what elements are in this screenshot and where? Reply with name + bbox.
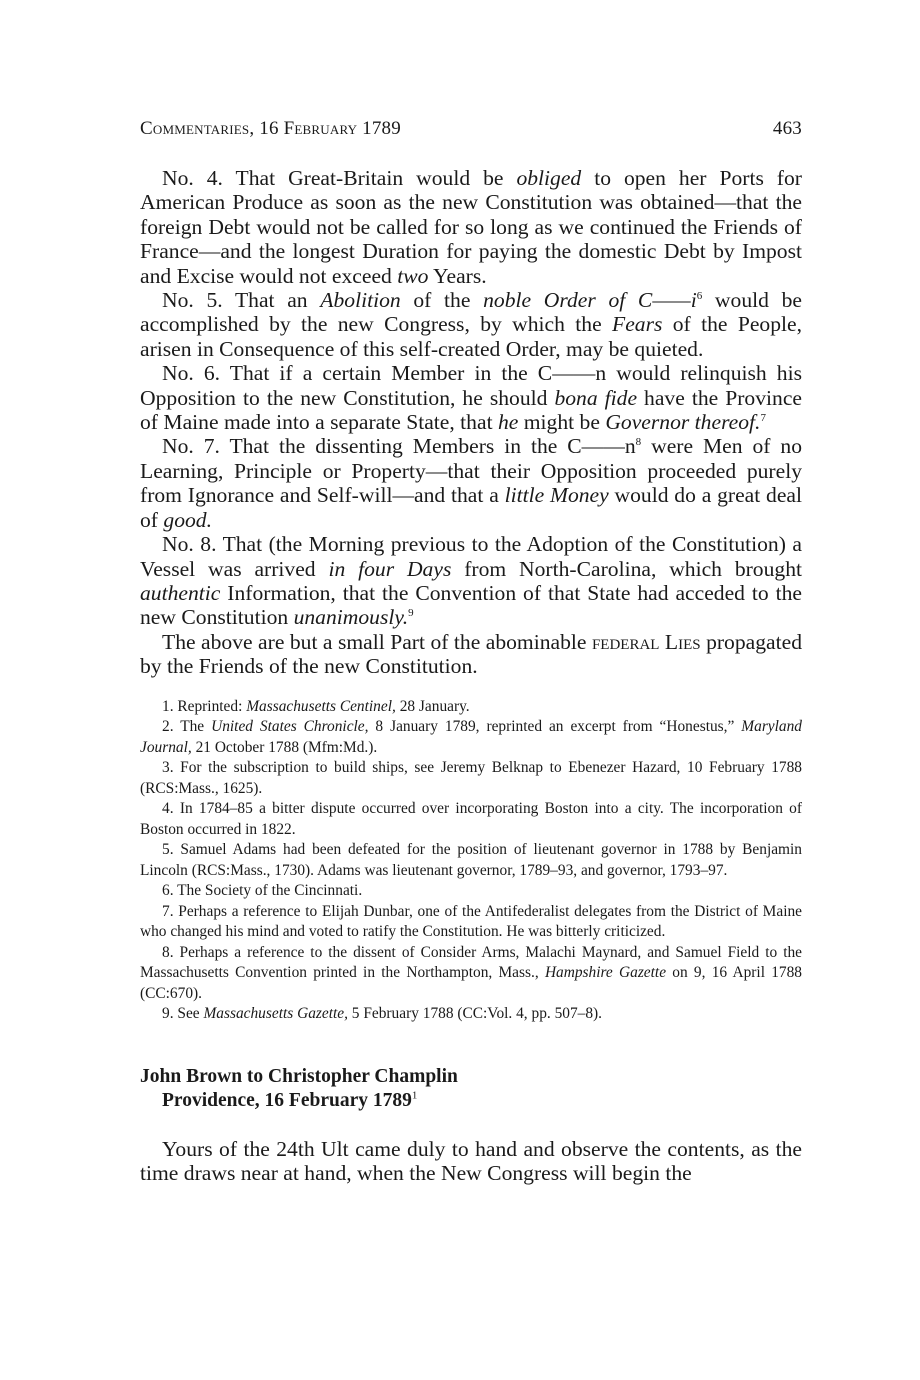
document-page (140, 118, 802, 1185)
paragraph-closing: The above are but a small Part of the abominable federal Lies propagated by the Friends of the new Constitution. (140, 629, 802, 679)
running-head-title: Commentaries, 16 February 1789 (140, 118, 401, 139)
footnote-3: 3. For the subscription to build ships, see Jeremy Belknap to Ebenezer Hazard, 10 February 1788 (RCS:Mass., 1625). (140, 759, 802, 797)
paragraph-no7: No. 7. That the dissenting Members in the $C——n^8$ were Men of no Learning, Principle or Property—that their Opposition proceeded purely from Ignorance and Self-will—and that a little Money would do a great deal of good. (140, 434, 802, 532)
page-number: 463 (772, 118, 802, 139)
letter-paragraph: Yours of the 24th Ult came duly to hand and observe the contents, as the time draws near at hand, when the New Congress will begin the (140, 1136, 802, 1185)
footnote-9: 9. See Massachusetts Gazette, 5 February 1788 (CC:Vol. 4, pp. 507–8). (162, 1005, 603, 1023)
footnote-7: 7. Perhaps a reference to Elijah Dunbar, one of the Antifederalist delegates from the District of Maine who changed his mind and voted to ratify the Constitution. He was bitterly criticized. (140, 902, 802, 941)
footnotes (140, 697, 802, 1025)
footnote-1: 1. Reprinted: Massachusetts Centinel, 28 January. (162, 697, 470, 715)
running-head (140, 118, 802, 140)
footnote-6: 6. The Society of the Cincinnati. (162, 882, 363, 900)
paragraph-no5: No. 5. That an Abolition of the noble Order of $C——i^6$ would be accomplished by the new Congress, by which the Fears of the People, arisen in Consequence of this self-created Order, may be quieted. (140, 288, 802, 361)
article-body (140, 166, 802, 679)
footnote-4: 4. In 1784–85 a bitter dispute occurred over incorporating Boston into a city. The incorporation of Boston occurred in 1822. (140, 800, 802, 838)
footnote-ref-8[interactable]: 8 (635, 436, 642, 449)
footnote-8: 8. Perhaps a reference to the dissent of Consider Arms, Malachi Maynard, and Samuel Field to the Massachusetts Convention printed in the Northampton, Mass., Hampshire Gazette on 9, 16 April 1788 (CC:670). (140, 943, 803, 1002)
paragraph-no4: No. 4. That Great-Britain would be obliged to open her Ports for American Produce as soon as the new Constitution was obtained—that the foreign Debt would not be called for so long as we continued the Friends of France—and the longest Duration for paying the domestic Debt by Impost and Excise would not exceed two Years. (140, 166, 802, 288)
section-heading (140, 1065, 802, 1113)
footnote-2: 2. The United States Chronicle, 8 January 1789, reprinted an excerpt from “Honestus,” Maryland Journal, 21 October 1788 (Mfm:Md.). (140, 718, 802, 756)
footnote-ref-9[interactable]: 9 (408, 607, 414, 620)
footnote-ref-7[interactable]: 7 (760, 411, 766, 424)
heading-line-1: John Brown to Christopher Champlin (140, 1065, 458, 1087)
heading-line-2: Providence, 16 February 1789$^1$ (162, 1089, 418, 1111)
footnote-5: 5. Samuel Adams had been defeated for the position of lieutenant governor in 1788 by Benjamin Lincoln (RCS:Mass., 1730). Adams was lieutenant governor, 1789–93, and governor, 1793–97. (140, 841, 802, 879)
letter-body (140, 1137, 802, 1186)
footnote-ref-heading[interactable]: 1 (411, 1089, 418, 1102)
footnote-ref-6[interactable]: 6 (696, 289, 703, 302)
paragraph-no8: No. 8. That (the Morning previous to the Adoption of the Constitution) a Vessel was arrived in four Days from North-Carolina, which brought authentic Information, that the Convention of that State had acceded to the new Constitution unanimously.$^9$ (140, 532, 802, 630)
paragraph-no6: No. 6. That if a certain Member in the C——n would relinquish his Opposition to the new Constitution, he should bona fide have the Province of Maine made into a separate State, that he might be Governor thereof.$^7$ (140, 361, 802, 435)
